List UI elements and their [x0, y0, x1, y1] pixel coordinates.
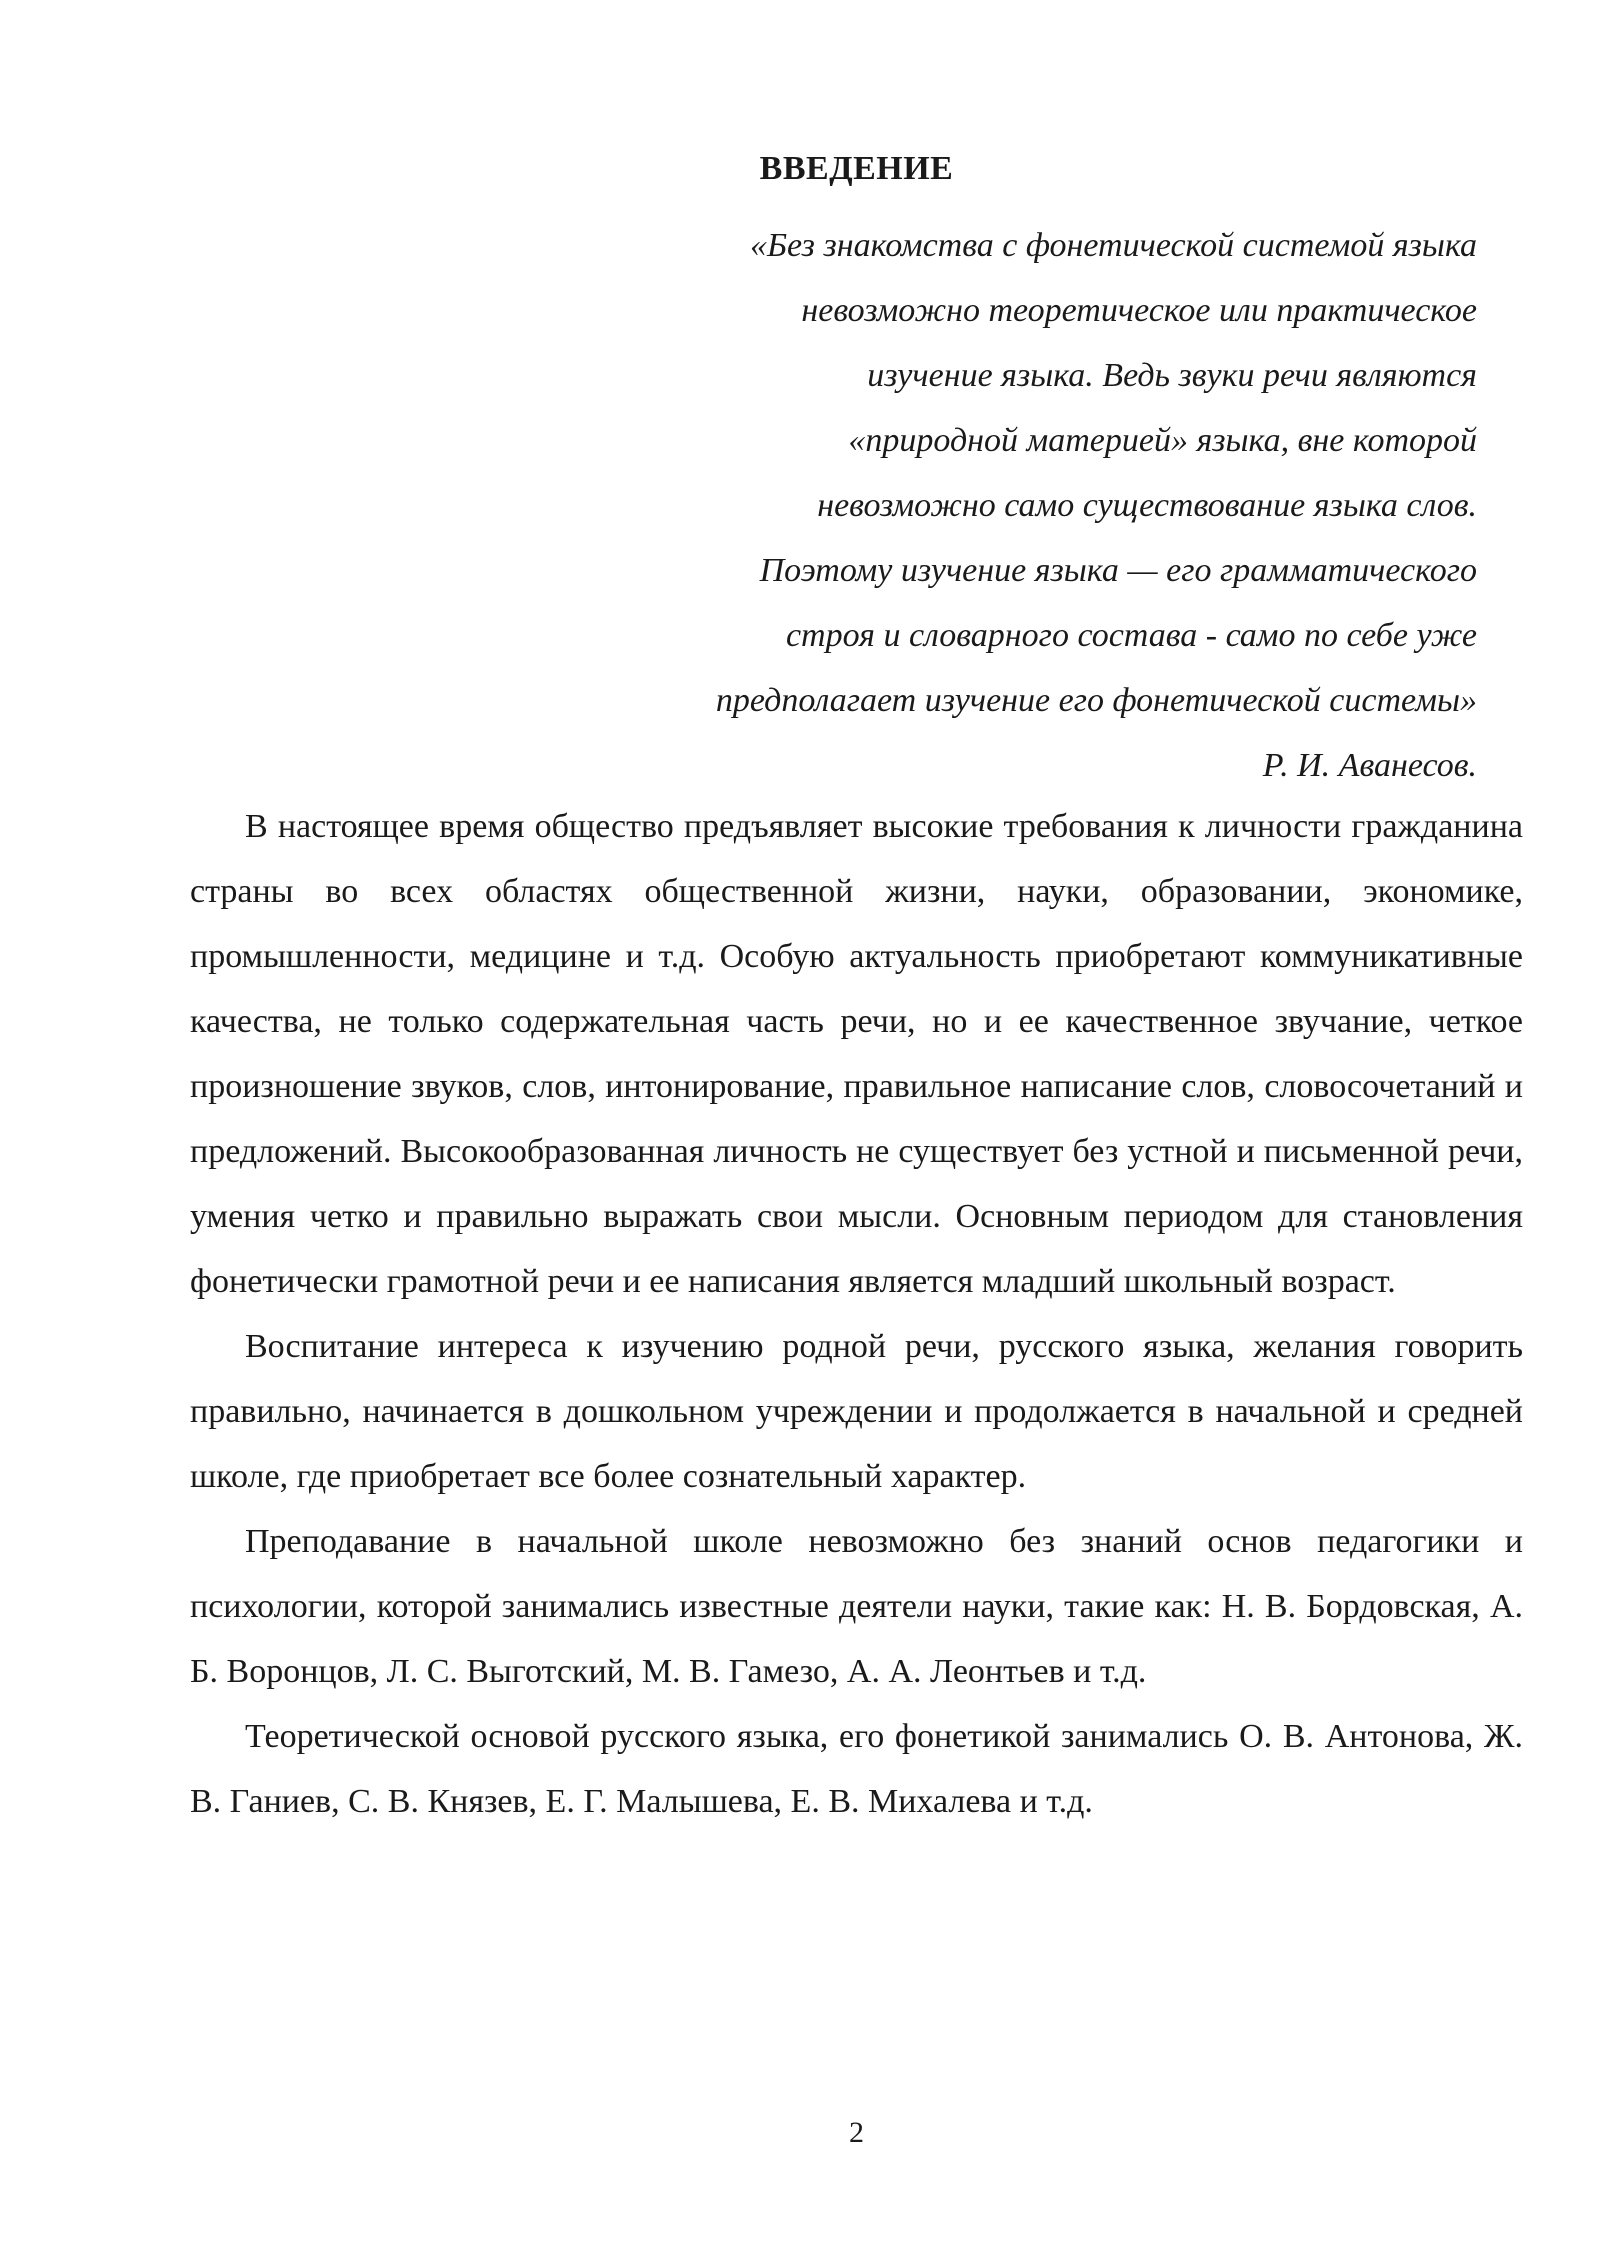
paragraph: В настоящее время общество предъявляет высокие требования к личности гражданина страны во всех областях общественной жизни, науки, образовании, экономике, промышленности, медицине и т.д. Особую актуальность приобретают коммуникативные качества, не только содержательная часть речи, но и ее качественное звучание, четкое произношение звуков, слов, интонирование, правильное написание слов, словосочетаний и предложений. Высокообразованная личность не существует без устной и письменной речи, умения четко и правильно выражать свои мысли. Основным периодом для становления фонетически грамотной речи и ее написания является младший школьный возраст. [190, 808, 1523, 1300]
epigraph-line: Поэтому изучение языка — его грамматического [759, 552, 1477, 589]
epigraph-line: предполагает изучение его фонетической системы» [715, 682, 1477, 719]
page-title: ВВЕДЕНИЕ [759, 150, 954, 187]
page-number: 2 [849, 2116, 864, 2149]
epigraph-author: Р. И. Аванесов. [1262, 747, 1477, 784]
epigraph [517, 213, 1477, 798]
epigraph-line: невозможно теоретическое или практическое [801, 292, 1477, 329]
epigraph-line: изучение языка. Ведь звуки речи являются [867, 357, 1477, 394]
paragraph: Преподавание в начальной школе невозможно без знаний основ педагогики и психологии, которой занимались известные деятели науки, такие как: Н. В. Бордовская, А. Б. Воронцов, Л. С. Выготский, М. В. Гамезо, А. А. Леонтьев и т.д. [190, 1523, 1523, 1690]
epigraph-line: строя и словарного состава - само по себе уже [785, 617, 1477, 654]
paragraph: Теоретической основой русского языка, его фонетикой занимались О. В. Антонова, Ж. В. Ганиев, С. В. Князев, Е. Г. Малышева, Е. В. Михалева и т.д. [190, 1718, 1523, 1820]
epigraph-line: «природной материей» языка, вне которой [848, 422, 1477, 459]
body-text [190, 794, 1523, 1834]
paragraph: Воспитание интереса к изучению родной речи, русского языка, желания говорить правильно, начинается в дошкольном учреждении и продолжается в начальной и средней школе, где приобретает все более сознательный характер. [190, 1328, 1523, 1495]
epigraph-line: невозможно само существование языка слов. [817, 487, 1477, 524]
epigraph-line: «Без знакомства с фонетической системой языка [749, 227, 1477, 264]
